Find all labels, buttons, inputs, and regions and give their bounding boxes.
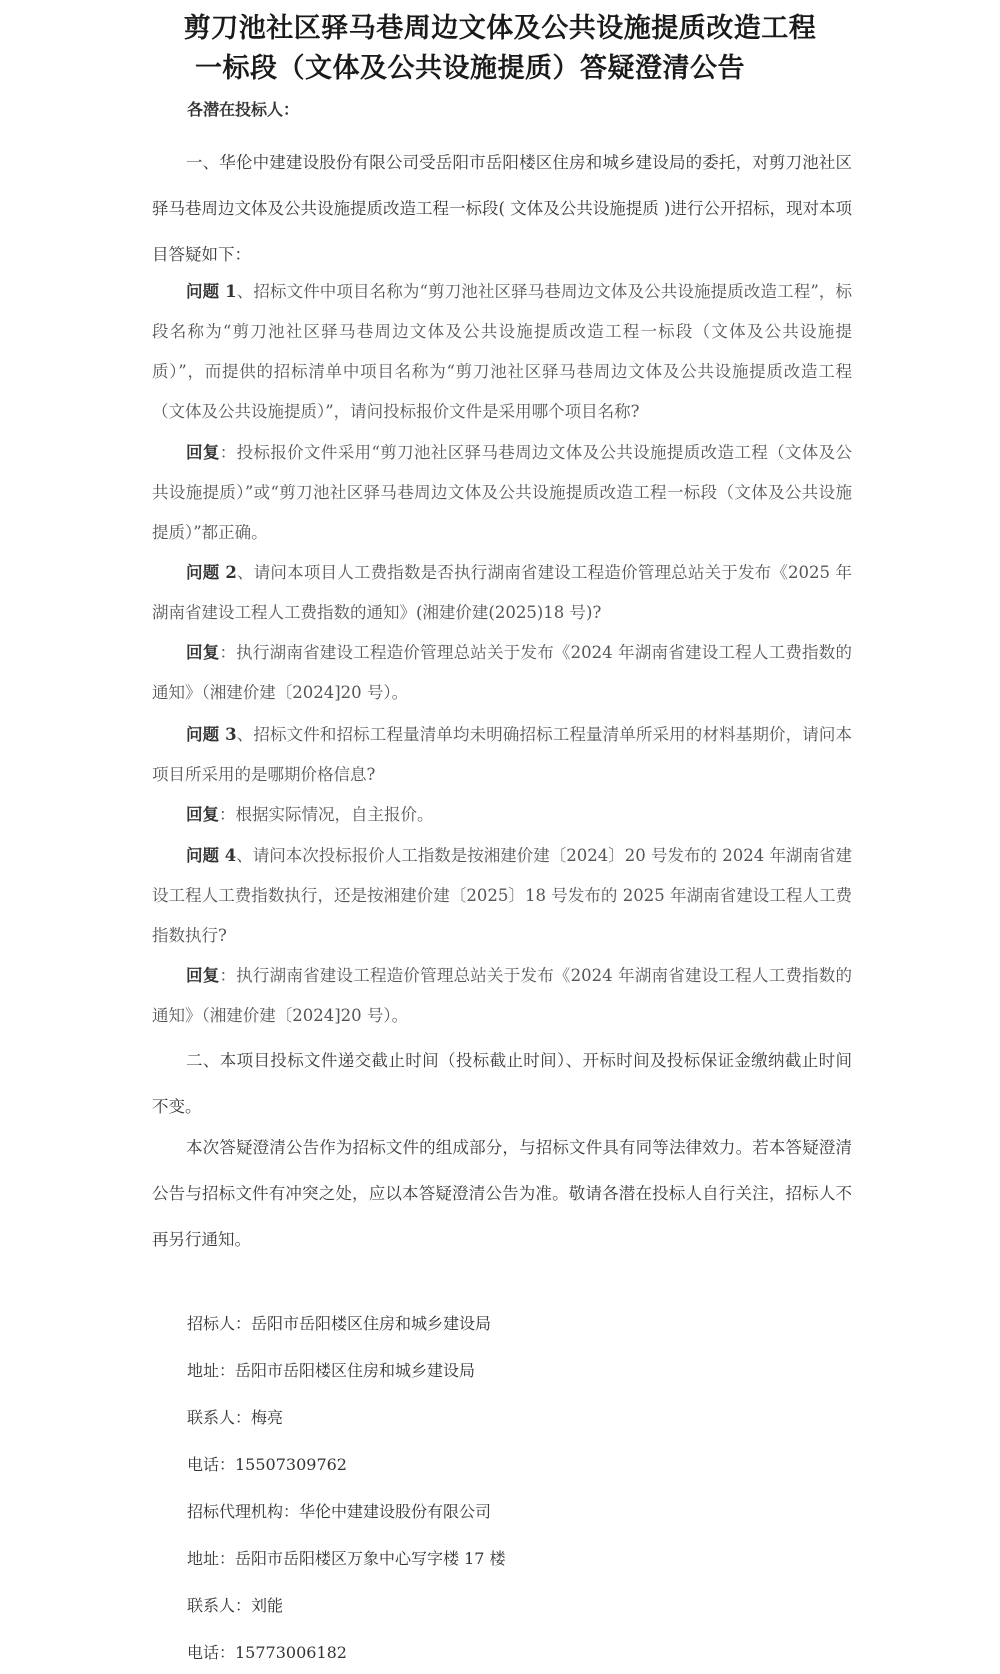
reply-2	[152, 633, 852, 713]
agency-phone: 电话：15773006182	[187, 1643, 347, 1662]
reply-4	[152, 956, 852, 1036]
question-2-label: 问题 2	[186, 563, 237, 582]
tenderer-contact-person: 联系人：梅亮	[187, 1408, 284, 1427]
reply-2-text: ：执行湖南省建设工程造价管理总站关于发布《2024 年湖南省建设工程人工费指数的通知》（湘建价建〔2024]20 号）。	[152, 643, 852, 702]
agency-address: 地址：岳阳市岳阳楼区万象中心写字楼 17 楼	[187, 1549, 506, 1568]
reply-1-text: ：投标报价文件采用“剪刀池社区驿马巷周边文体及公共设施提质改造工程（文体及公共设施提质）”或“剪刀池社区驿马巷周边文体及公共设施提质改造工程一标段（文体及公共设施提质）”都正确。	[152, 443, 853, 542]
question-4	[152, 836, 852, 956]
legal-effect-paragraph: 本次答疑澄清公告作为招标文件的组成部分，与招标文件具有同等法律效力。若本答疑澄清公告与招标文件有冲突之处，应以本答疑澄清公告为准。敬请各潜在投标人自行关注，招标人不再另行通知。	[152, 1138, 852, 1249]
announcement-title-line-1: 剪刀池社区驿马巷周边文体及公共设施提质改造工程	[183, 13, 817, 44]
intro-paragraph: 一、华伦中建建设股份有限公司受岳阳市岳阳楼区住房和城乡建设局的委托，对剪刀池社区驿马巷周边文体及公共设施提质改造工程一标段( 文体及公共设施提质 )进行公开招标，现对本项目答疑如下：	[152, 153, 852, 264]
question-3-text: 、招标文件和招标工程量清单均未明确招标工程量清单所采用的材料基期价，请问本项目所采用的是哪期价格信息?	[152, 725, 852, 784]
agency-name: 招标代理机构：华伦中建建设股份有限公司	[187, 1502, 492, 1521]
question-4-text: 、请问本次投标报价人工指数是按湘建价建〔2024〕20 号发布的 2024 年湖南省建设工程人工费指数执行，还是按湘建价建〔2025〕18 号发布的 2025 年湖南省建设工程人工费指数执行?	[152, 846, 852, 945]
tenderer-name: 招标人：岳阳市岳阳楼区住房和城乡建设局	[187, 1314, 492, 1333]
reply-3-label: 回复	[186, 805, 219, 824]
question-1-label: 问题 1	[186, 282, 237, 301]
announcement-title-line-2: 一标段（文体及公共设施提质）答疑澄清公告	[195, 53, 745, 84]
reply-4-text: ：执行湖南省建设工程造价管理总站关于发布《2024 年湖南省建设工程人工费指数的通知》（湘建价建〔2024]20 号）。	[152, 966, 852, 1025]
section-two-paragraph: 二、本项目投标文件递交截止时间（投标截止时间）、开标时间及投标保证金缴纳截止时间不变。	[152, 1051, 852, 1116]
reply-1-label: 回复	[186, 443, 220, 462]
reply-3-text: ：根据实际情况，自主报价。	[219, 805, 434, 824]
question-3	[152, 715, 852, 795]
tenderer-address: 地址：岳阳市岳阳楼区住房和城乡建设局	[187, 1361, 476, 1380]
question-2-text: 、请问本项目人工费指数是否执行湖南省建设工程造价管理总站关于发布《2025 年湖南省建设工程人工费指数的通知》(湘建价建(2025)18 号)?	[152, 563, 852, 622]
reply-3	[152, 795, 852, 835]
reply-2-label: 回复	[186, 643, 220, 662]
question-1	[152, 272, 852, 432]
question-4-label: 问题 4	[186, 846, 237, 865]
tenderer-phone: 电话：15507309762	[187, 1455, 347, 1474]
reply-1	[152, 433, 852, 553]
salutation: 各潜在投标人：	[187, 100, 300, 119]
agency-contact-person: 联系人：刘能	[187, 1596, 284, 1615]
question-3-label: 问题 3	[186, 725, 237, 744]
question-1-text: 、招标文件中项目名称为“剪刀池社区驿马巷周边文体及公共设施提质改造工程”，标段名称为“剪刀池社区驿马巷周边文体及公共设施提质改造工程一标段（文体及公共设施提质）”，而提供的招标清单中项目名称为“剪刀池社区驿马巷周边文体及公共设施提质改造工程（文体及公共设施提质）”，请问投标报价文件是采用哪个项目名称?	[152, 282, 852, 421]
question-2	[152, 553, 852, 633]
reply-4-label: 回复	[186, 966, 220, 985]
